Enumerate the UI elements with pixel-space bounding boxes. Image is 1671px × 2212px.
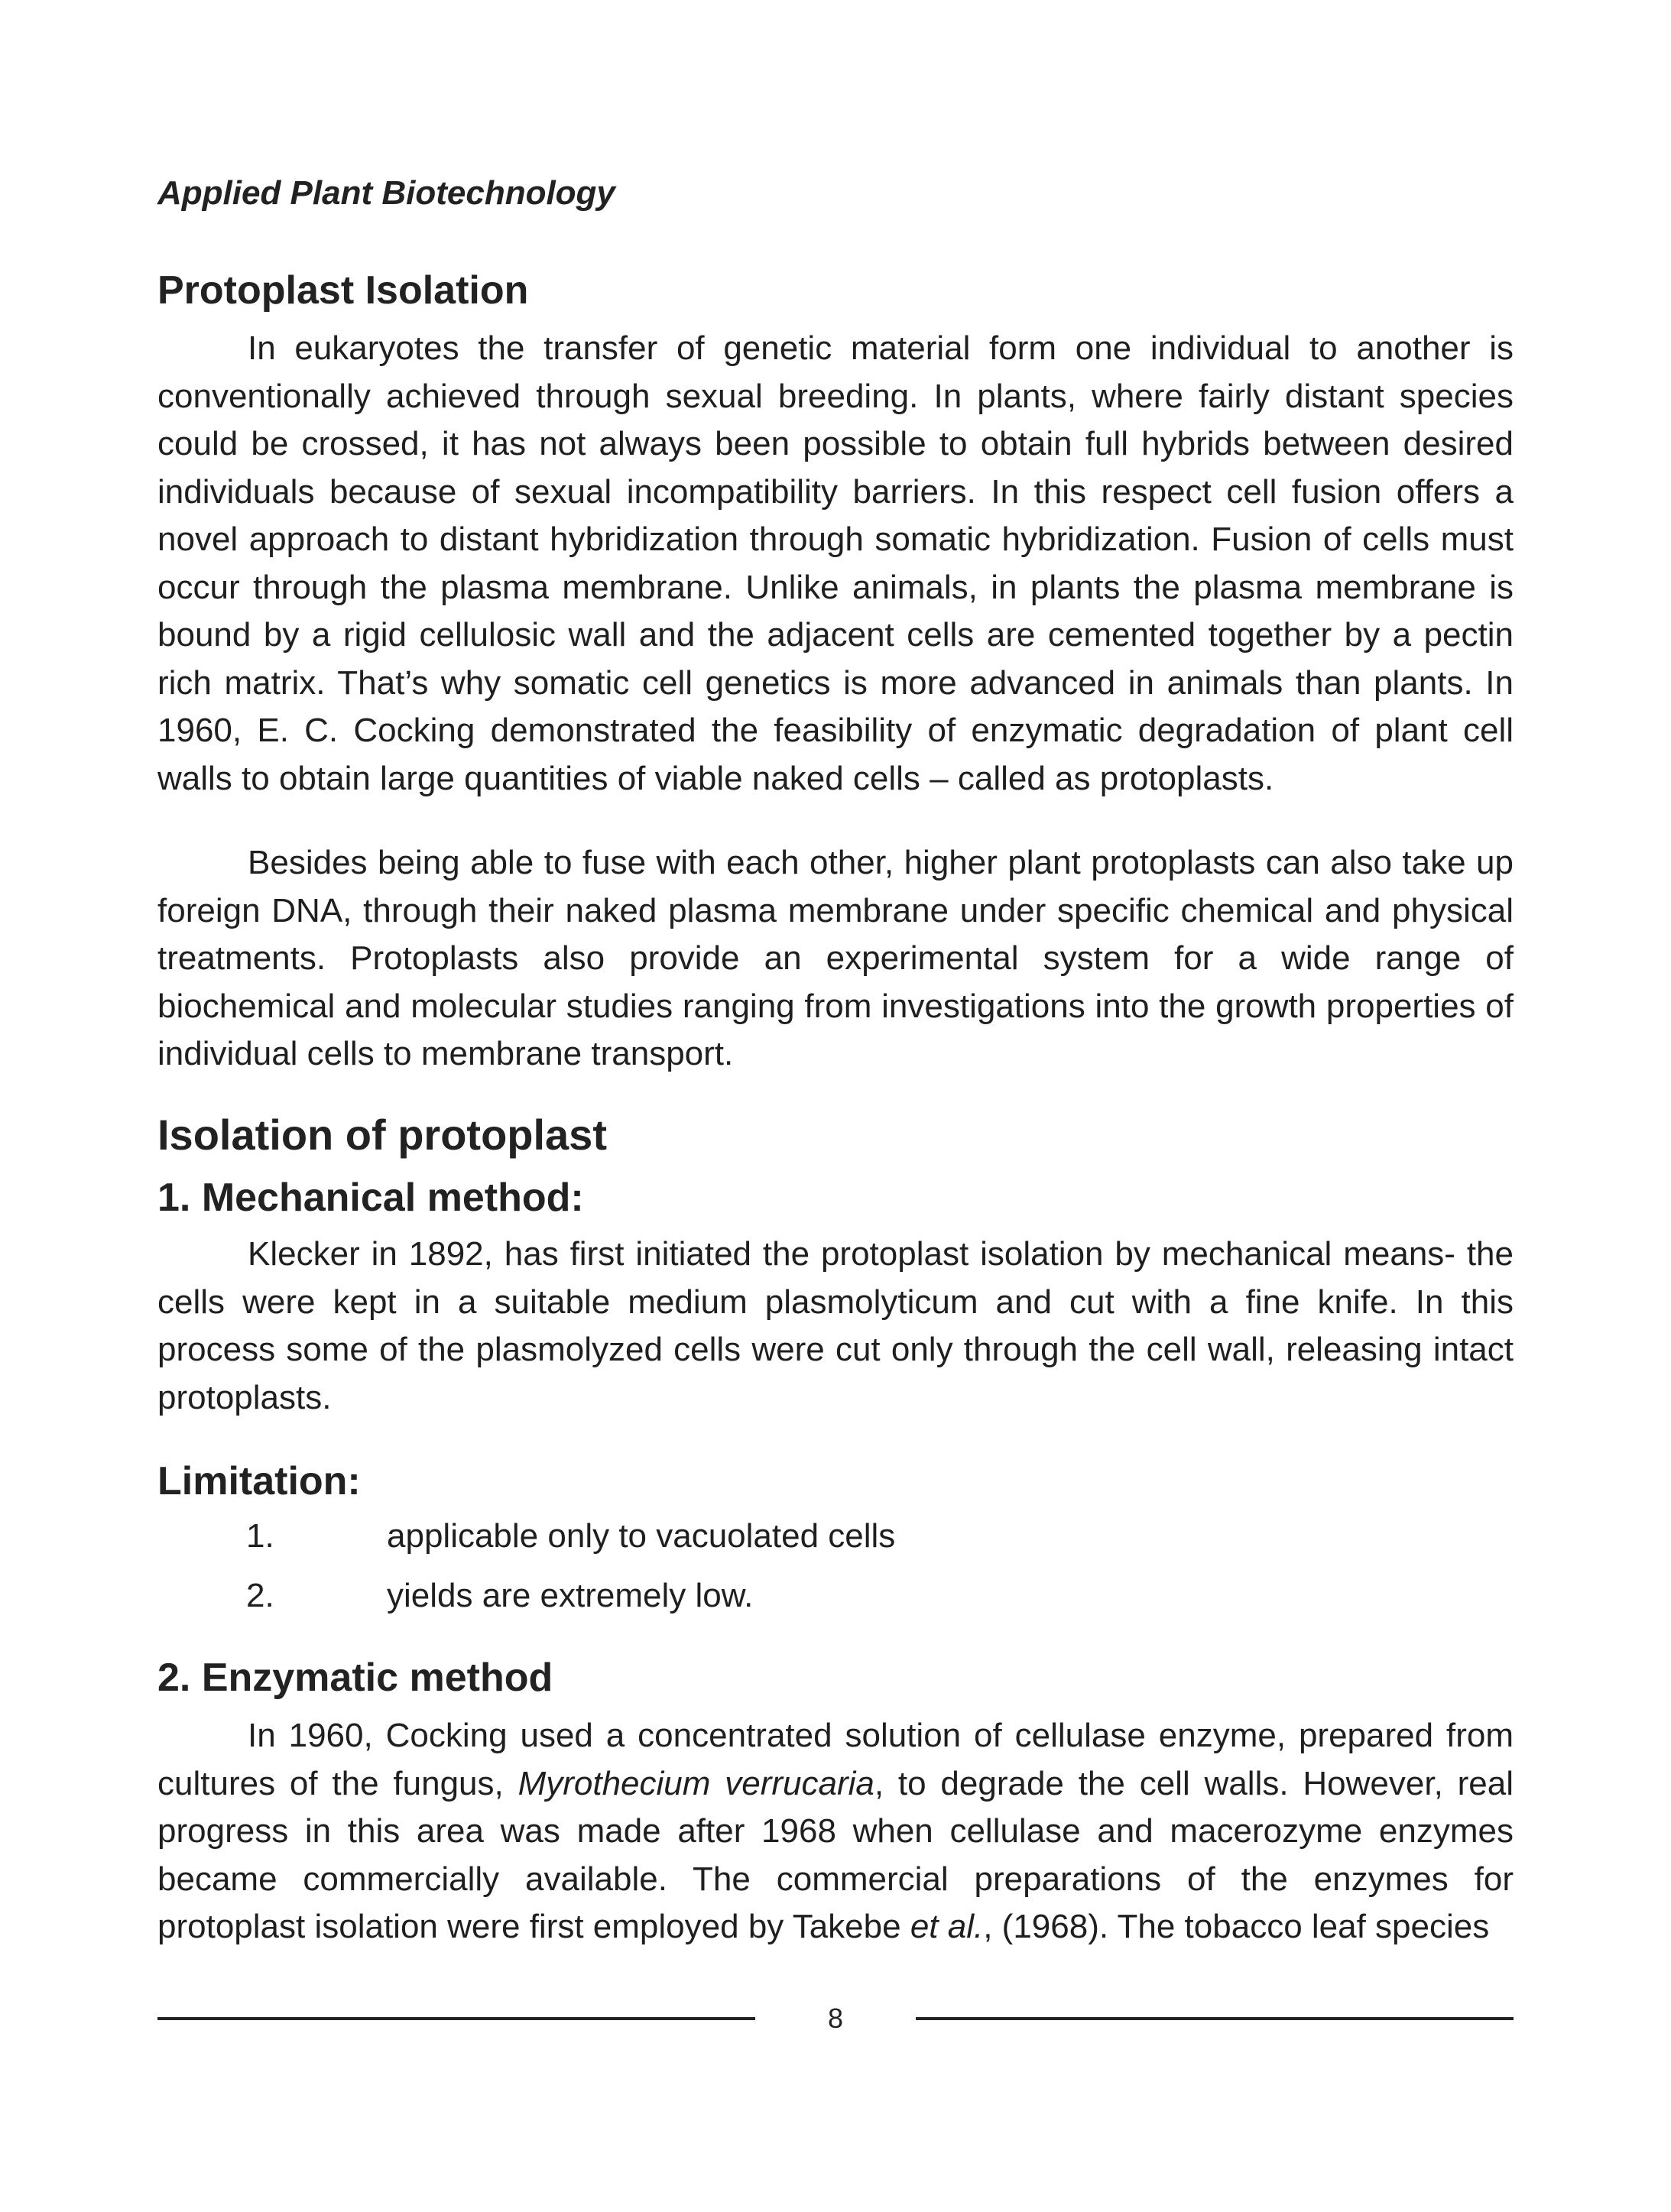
paragraph-text: Besides being able to fuse with each other, higher plant protoplasts can also take up foreign DNA, through their naked plasma membrane under specific chemical and physical treatments. Protoplasts also provide an experimental system for a wide range of biochemical and molecular studies ranging from investigations into the growth properties of individual cells to membrane transport. — [157, 844, 1514, 1072]
footer-rule-right — [916, 2017, 1514, 2020]
list-item-text: applicable only to vacuolated cells — [387, 1517, 896, 1555]
list-item-number: 2. — [246, 1577, 274, 1614]
list-item-text: yields are extremely low. — [387, 1577, 754, 1614]
paragraph-enzymatic-method — [157, 1712, 1514, 1951]
list-item — [246, 1517, 895, 1555]
paragraph-text: In eukaryotes the transfer of genetic material form one individual to another is conventionally achieved through sexual breeding. In plants, where fairly distant species could be crossed, it has not always been possible to obtain full hybrids between desired individuals because of sexual incompatibility barriers. In this respect cell fusion offers a novel approach to distant hybridization through somatic hybridization. Fusion of cells must occur through the plasma membrane. Unlike animals, in plants the plasma membrane is bound by a rigid cellulosic wall and the adjacent cells are cemented together by a pectin rich matrix. That’s why somatic cell genetics is more advanced in animals than plants. In 1960, E. C. Cocking demonstrated the feasibility of enzymatic degradation of plant cell walls to obtain large quantities of viable naked cells – called as protoplasts. — [157, 329, 1514, 797]
paragraph-text: , (1968). The tobacco leaf species — [983, 1908, 1490, 1945]
subheading-enzymatic-method: 2. Enzymatic method — [157, 1656, 553, 1700]
paragraph-text: Klecker in 1892, has first initiated the protoplast isolation by mechanical means- the cells were kept in a suitable medium plasmolyticum and cut with a fine knife. In this process some of the plasmolyzed cells were cut only through the cell wall, releasing intact protoplasts. — [157, 1235, 1514, 1416]
paragraph-text: In 1960, Cocking used a concentrated solution of cellulase enzyme, prepared from cultures of the fungus, — [157, 1717, 1514, 1802]
list-item — [246, 1577, 753, 1615]
paragraph-text: , to degrade the cell walls. However, real progress in this area was made after 1968 when cellulase and macerozyme enzymes became commercially available. The commercial preparations of the enzymes for protoplast isolation were first employed by Takebe — [157, 1764, 1514, 1945]
page-number: 8 — [827, 2003, 844, 2034]
paragraph-protoplast-intro — [157, 325, 1514, 803]
running-head: Applied Plant Biotechnology — [157, 174, 615, 212]
paragraph-protoplast-uses — [157, 839, 1514, 1078]
footer-rule-left — [157, 2017, 755, 2020]
paragraph-mechanical-method — [157, 1231, 1514, 1422]
list-item-number: 1. — [246, 1517, 274, 1555]
citation-et-al: et al. — [910, 1908, 984, 1945]
section-heading-protoplast-isolation: Protoplast Isolation — [157, 268, 529, 313]
subheading-mechanical-method: 1. Mechanical method: — [157, 1176, 584, 1220]
species-name: Myrothecium verrucaria — [518, 1764, 874, 1802]
subheading-limitation: Limitation: — [157, 1459, 361, 1503]
section-heading-isolation-of-protoplast: Isolation of protoplast — [157, 1111, 607, 1159]
